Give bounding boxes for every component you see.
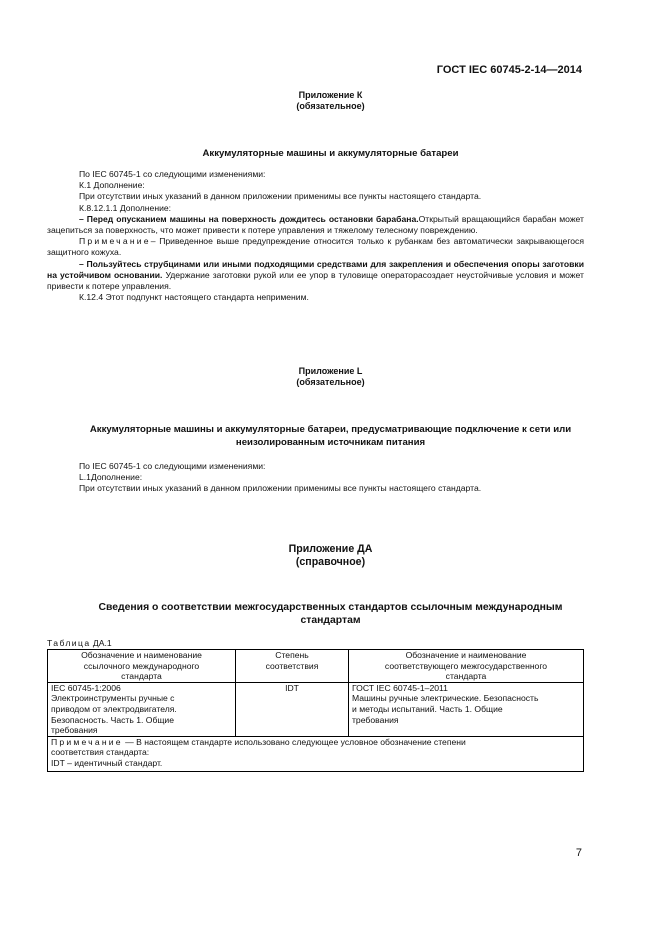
- annex-k-heading: Аккумуляторные машины и аккумуляторные батареи: [202, 148, 459, 159]
- warning-bold: – Перед опусканием машины на поверхность дождитесь остановки барабана.: [79, 213, 419, 224]
- annex-k-warning-2: [47, 259, 584, 293]
- annex-k-note: [47, 236, 584, 258]
- warning-text: Удержание заготовки рукой или ее упор в туловище операторасоздает неустойчивые условия и может привести к потере управления.: [47, 269, 584, 292]
- annex-l-body: [47, 461, 584, 495]
- annex-k-line: При отсутствии иных указаний в данном приложении применимы все пункты настоящего стандарта.: [79, 191, 482, 202]
- page-number: 7: [575, 847, 582, 859]
- table-cell-international: IEC 60745-1:2006 Электроинструменты ручные с приводом от электродвигателя. Безопасность. Часть 1. Общие требования: [48, 682, 236, 736]
- table-header-cell: Обозначение и наименование соответствующего межгосударственного стандарта: [349, 650, 584, 683]
- table-note-text: — В настоящем стандарте использовано следующее условное обозначение степени: [122, 736, 466, 747]
- table-note-text: IDT – идентичный стандарт.: [51, 757, 163, 768]
- annex-l-heading-line: Аккумуляторные машины и аккумуляторные батареи, предусматривающие подключение к сети или: [89, 424, 572, 435]
- table-cell-degree: IDT: [236, 682, 349, 736]
- table-header-cell: Степень соответствия: [236, 650, 349, 683]
- annex-k-line: К.8.12.1.1 Дополнение:: [79, 202, 172, 213]
- annex-l-line: При отсутствии иных указаний в данном приложении применимы все пункты настоящего стандарта.: [79, 483, 482, 494]
- annex-k-status: (обязательное): [296, 101, 365, 111]
- warning-text: Открытый вращающийся барабан может зацепиться за поверхность, что может привести к потере управления и тяжелому телесному повреждению.: [47, 213, 584, 236]
- annex-k-title: Приложение К: [298, 90, 363, 100]
- table-row: [48, 682, 584, 736]
- table-caption-number: ДА.1: [92, 638, 112, 648]
- table-header-cell: Обозначение и наименование ссылочного международного стандарта: [48, 650, 236, 683]
- annex-l-line: По IEC 60745-1 со следующими изменениями:: [79, 461, 266, 471]
- correspondence-table: [47, 649, 584, 772]
- table-note-text: соответствия стандарта:: [51, 747, 150, 758]
- table-note-row: [48, 736, 584, 771]
- annex-da-heading-line: Сведения о соответствии межгосударственных стандартов ссылочным международным: [98, 602, 563, 613]
- document-standard-number: ГОСТ IEC 60745-2-14—2014: [436, 64, 582, 76]
- annex-da-heading: [0, 601, 661, 627]
- annex-l-heading: [0, 423, 661, 449]
- annex-k-line: К.1 Дополнение:: [79, 180, 145, 191]
- annex-da-block: [0, 543, 661, 569]
- note-text: – Приведенное выше предупреждение относится только к рубанкам без автоматически закрывающегося защитного кожуха.: [47, 236, 584, 258]
- annex-l-heading-line: неизолированным источникам питания: [235, 437, 426, 448]
- annex-da-heading-line: стандартам: [300, 615, 361, 626]
- annex-l-block: [0, 366, 661, 388]
- table-caption: [47, 638, 112, 648]
- table-note-label: Примечание: [51, 736, 123, 747]
- annex-k-line: По IEC 60745-1 со следующими изменениями:: [79, 169, 266, 179]
- table-caption-label: Таблица: [47, 638, 91, 648]
- annex-l-status: (обязательное): [296, 377, 365, 387]
- annex-l-line: L.1Дополнение:: [79, 472, 143, 483]
- note-label: Примечание: [79, 236, 151, 247]
- annex-k-block: [0, 90, 661, 112]
- table-cell-national: ГОСТ IEC 60745-1–2011 Машины ручные электрические. Безопасность и методы испытаний. Часть 1. Общие требования: [349, 682, 584, 736]
- annex-da-status: (справочное): [295, 556, 366, 568]
- annex-k-line: К.12.4 Этот подпункт настоящего стандарта неприменим.: [79, 292, 309, 303]
- annex-l-title: Приложение L: [298, 366, 363, 376]
- warning-bold: – Пользуйтесь струбцинами или иными подходящими средствами для закрепления и обеспечения опоры заготовки на устойчивом основании.: [47, 258, 584, 280]
- annex-k-warning-1: [47, 214, 584, 236]
- table-header-row: [48, 650, 584, 683]
- table-note-cell: [48, 736, 584, 771]
- annex-k-body: [47, 169, 584, 303]
- annex-da-title: Приложение ДА: [288, 543, 373, 555]
